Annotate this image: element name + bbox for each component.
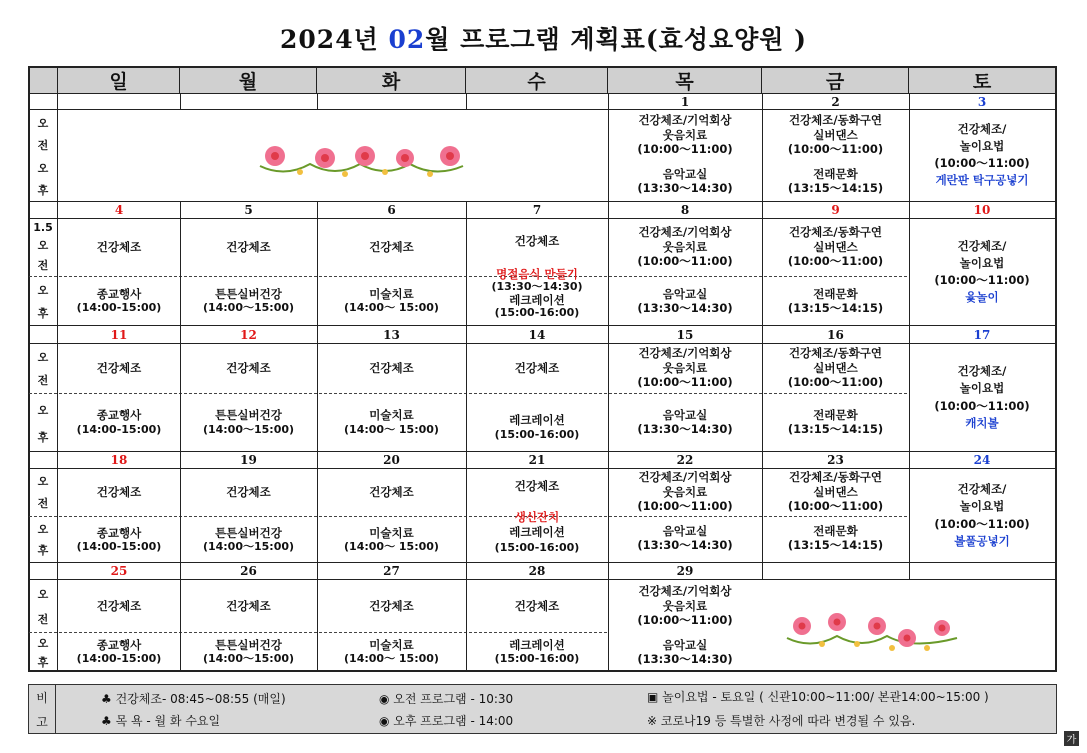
header-tue: 화: [317, 68, 466, 93]
cell-mon-pm: 튼튼실버건강 (14:00～15:00): [202, 637, 295, 666]
note-bath: ♣ 목 욕 - 월 화 수요일: [101, 714, 221, 728]
header-thu: 목: [608, 68, 762, 93]
header-mon: 월: [180, 68, 317, 93]
side-pm-w5: 오 후: [37, 637, 49, 669]
side-am-w3: 오 전: [37, 350, 49, 387]
cell-fri-pm: 전래문화 (13:15～14:15): [787, 286, 884, 315]
date-6: 6: [387, 202, 396, 217]
cell-thu-pm: 음악교실 (13:30～14:30): [637, 407, 733, 436]
date-23: 23: [827, 452, 844, 467]
cell-tue-pm: 미술치료 (14:00～ 15:00): [344, 637, 439, 666]
header-sat: 토: [909, 68, 1055, 93]
date-17: 17: [973, 327, 991, 342]
cell-wed-am: 건강체조: [514, 598, 560, 613]
note-covid: ※ 코로나19 등 특별한 사정에 따라 변경될 수 있음.: [647, 714, 916, 728]
date-10: 10: [973, 202, 991, 217]
cell-tue-pm: 미술치료 (14:00～ 15:00): [344, 525, 439, 554]
cell-thu-am: 건강체조/기억회상 웃음치료 (10:00～11:00): [637, 470, 733, 514]
date-24: 24: [973, 452, 991, 467]
cell-wed-am: 건강체조: [514, 233, 560, 248]
date-9: 9: [831, 202, 840, 217]
cell-wed-pm: 명절음식 만들기 (13:30～14:30) 레크레이션 (15:00-16:00): [491, 267, 583, 320]
cell-fri-am: 건강체조/동화구연 실버댄스 (10:00～11:00): [787, 346, 884, 390]
cell-thu-am: 건강체조/기억회상 웃음치료 (10:00～11:00): [637, 346, 733, 390]
date-15: 15: [676, 327, 694, 342]
cell-sun-pm: 종교행사 (14:00-15:00): [76, 286, 162, 315]
cell-fri-pm: 전래문화 (13:15～14:15): [787, 407, 884, 436]
cell-thu-am: 건강체조/기억회상 웃음치료 (10:00～11:00): [637, 584, 733, 628]
cell-tue-am: 건강체조: [369, 361, 414, 376]
cell-wed-pm: 레크레이션 (15:00-16:00): [494, 413, 580, 441]
cell-sun-pm: 종교행사 (14:00-15:00): [76, 637, 162, 666]
cell-sun-pm: 종교행사 (14:00-15:00): [76, 525, 162, 554]
cell-sun-am: 건강체조: [96, 485, 142, 500]
cell-mon-am: 건강체조: [226, 240, 271, 255]
date-13: 13: [383, 327, 400, 342]
cell-thu-am: 건강체조/기억회상 웃음치료 (10:00～11:00): [637, 113, 733, 157]
cell-sun-pm: 종교행사 (14:00-15:00): [76, 408, 162, 436]
date-16: 16: [827, 327, 844, 342]
cell-mon-pm: 튼튼실버건강 (14:00～15:00): [202, 408, 295, 436]
cell-fri-am: 건강체조/동화구연 실버댄스 (10:00～11:00): [787, 113, 884, 157]
date-19: 19: [240, 452, 257, 467]
cell-tue-am: 건강체조: [369, 598, 414, 613]
date-3: 3: [977, 94, 987, 109]
side-pm-w2: 오 후: [37, 284, 49, 320]
side-am-w4: 오 전: [37, 475, 49, 510]
header-fri: 금: [762, 68, 909, 93]
cell-sat: 건강체조/ 놀이요법 (10:00～11:00) 게란판 탁구공넣기: [934, 121, 1030, 188]
corner-badge[interactable]: 가: [1064, 731, 1079, 746]
cell-mon-am: 건강체조: [226, 485, 271, 500]
date-18: 18: [110, 452, 128, 467]
cell-tue-pm: 미술치료 (14:00～ 15:00): [344, 286, 439, 315]
notes-box: [28, 684, 1057, 734]
date-7: 7: [532, 202, 542, 217]
cell-thu-pm: 음악교실 (13:30～14:30): [637, 523, 733, 552]
side-am-w5: 오 전: [37, 587, 49, 626]
cell-wed-am: 건강체조: [514, 361, 560, 376]
cell-mon-am: 건강체조: [226, 361, 271, 376]
note-play-therapy: ▣ 놀이요법 - 토요일 ( 신관10:00~11:00/ 본관14:00~15:00 ): [647, 690, 989, 704]
side-pm-w3: 오 후: [37, 403, 49, 444]
notes-label: 비 고: [29, 685, 56, 733]
date-11: 11: [110, 327, 128, 342]
date-12: 12: [240, 327, 257, 342]
date-21: 21: [528, 452, 546, 467]
date-8: 8: [680, 202, 690, 217]
cell-sat: 건강체조/ 놀이요법 (10:00～11:00) 볼풀공넣기: [934, 482, 1030, 548]
note-pm-program: ◉ 오후 프로그램 - 14:00: [379, 714, 514, 728]
note-am-program: ◉ 오전 프로그램 - 10:30: [379, 692, 514, 706]
cell-fri-pm: 전래문화 (13:15～14:15): [787, 166, 884, 195]
side-pm-w4: 오 후: [37, 522, 49, 558]
cell-thu-am: 건강체조/기억회상 웃음치료 (10:00～11:00): [637, 225, 733, 269]
cell-wed-am: 건강체조: [514, 478, 560, 493]
date-26: 26: [240, 563, 257, 578]
date-4: 4: [114, 202, 124, 217]
side-am-w2: 1.5 오 전: [33, 220, 53, 273]
cell-thu-pm: 음악교실 (13:30～14:30): [637, 166, 733, 195]
header-wed: 수: [466, 68, 608, 93]
cell-tue-pm: 미술치료 (14:00～ 15:00): [344, 408, 439, 436]
cell-wed-pm: 생신잔치 레크레이션 (15:00-16:00): [494, 509, 580, 554]
date-29: 29: [676, 563, 694, 578]
cell-mon-pm: 튼튼실버건강 (14:00～15:00): [202, 525, 295, 554]
side-am-w1: 오 전: [37, 117, 49, 152]
date-14: 14: [528, 327, 546, 342]
cell-sun-am: 건강체조: [96, 598, 142, 613]
note-exercise: ♣ 건강체조- 08:45~08:55 (매일): [101, 692, 286, 706]
header-corner: [30, 68, 58, 93]
date-2: 2: [831, 94, 840, 109]
cell-sun-am: 건강체조: [96, 240, 142, 255]
cell-sat: 건강체조/ 놀이요법 (10:00～11:00) 캐치볼: [934, 364, 1030, 430]
date-28: 28: [528, 563, 546, 578]
date-1: 1: [680, 94, 690, 109]
cell-thu-pm: 음악교실 (13:30～14:30): [637, 637, 733, 666]
date-25: 25: [110, 563, 128, 578]
page-title: 2024년 02월 프로그램 계획표(효성요양원 ): [280, 25, 807, 54]
date-5: 5: [244, 202, 253, 217]
side-pm-w1: 오 후: [37, 162, 49, 197]
date-27: 27: [383, 563, 400, 578]
cell-sun-am: 건강체조: [96, 361, 142, 376]
flower-decoration-icon: [782, 600, 962, 660]
cell-fri-am: 건강체조/동화구연 실버댄스 (10:00～11:00): [787, 225, 884, 269]
cell-fri-pm: 전래문화 (13:15～14:15): [787, 523, 884, 552]
cell-thu-pm: 음악교실 (13:30～14:30): [637, 286, 733, 315]
cell-mon-am: 건강체조: [226, 598, 271, 613]
cell-tue-am: 건강체조: [369, 485, 414, 500]
cell-tue-am: 건강체조: [369, 240, 414, 255]
date-22: 22: [676, 452, 694, 467]
date-20: 20: [383, 452, 400, 467]
cell-sat: 건강체조/ 놀이요법 (10:00～11:00) 윷놀이: [934, 238, 1030, 305]
cell-mon-pm: 튼튼실버건강 (14:00～15:00): [202, 286, 295, 315]
flower-decoration-icon: [255, 138, 470, 188]
cell-wed-pm: 레크레이션 (15:00-16:00): [494, 637, 580, 666]
header-sun: 일: [58, 68, 180, 93]
cell-fri-am: 건강체조/동화구연 실버댄스 (10:00～11:00): [787, 470, 884, 514]
